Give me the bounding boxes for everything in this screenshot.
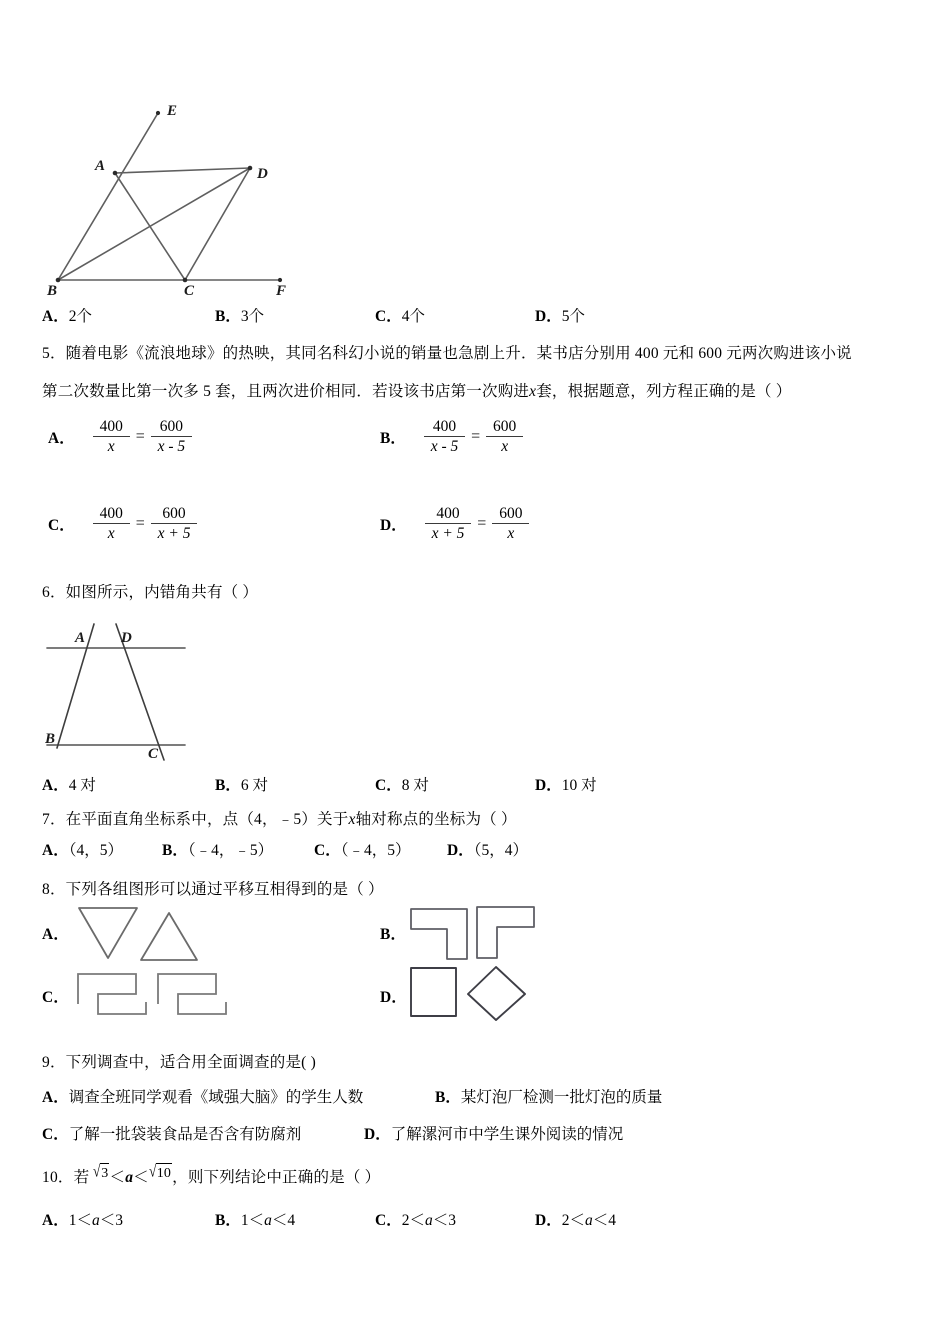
q10-option-a-pre: 1＜ xyxy=(68,1212,92,1229)
q10-option-a-post: ＜3 xyxy=(99,1212,123,1229)
q10-option-a[interactable] xyxy=(42,1210,123,1232)
q10-stem xyxy=(42,1163,381,1190)
q7-stem-text-pre: 在平面直角坐标系中，点（4，﹣5）关于 xyxy=(65,811,349,828)
q4-option-a[interactable] xyxy=(42,306,92,328)
q5-a-den1: x xyxy=(107,438,115,456)
q10-option-c-var: a xyxy=(424,1212,433,1229)
figure2-label-B: B xyxy=(45,731,56,747)
q5-d-den2: x xyxy=(507,525,515,543)
q9-option-c[interactable] xyxy=(42,1124,301,1146)
q7-option-a-text: （4，5） xyxy=(68,842,123,859)
figure2-label-D: D xyxy=(121,630,132,646)
q5-option-c-fraction-right xyxy=(151,505,198,543)
figure1-label-F: F xyxy=(276,283,287,299)
q5-number: 5． xyxy=(42,345,66,362)
q7-option-d-text: （5，4） xyxy=(473,842,528,859)
figure-parallelogram-with-rays xyxy=(45,95,305,300)
q5-a-num1: 400 xyxy=(93,418,130,437)
q10-option-b-var: a xyxy=(264,1212,272,1229)
q5-a-num2: 600 xyxy=(151,418,193,437)
q5-b-den2: x xyxy=(501,438,509,456)
q6-option-c[interactable] xyxy=(375,775,429,797)
q5-a-den2: x - 5 xyxy=(157,438,186,456)
q7-option-c-text: （﹣4，5） xyxy=(340,842,411,859)
q5-b-num1: 400 xyxy=(424,418,466,437)
q10-radical-3: √3 xyxy=(93,1164,109,1185)
q7-option-a-label: A． xyxy=(42,842,69,859)
q5-b-den1: x - 5 xyxy=(430,438,459,456)
q6-option-b-text: 6 对 xyxy=(240,777,268,794)
q10-option-d-pre: 2＜ xyxy=(561,1212,585,1229)
q10-lt-1: ＜ xyxy=(109,1169,126,1186)
q6-options-row xyxy=(42,775,920,797)
q5-option-d-fraction-left xyxy=(425,505,472,543)
q5-stem-line1 xyxy=(42,344,852,364)
q6-option-b-label: B． xyxy=(215,777,241,794)
q9-option-b-label: B． xyxy=(435,1089,461,1106)
q5-stem-line2 xyxy=(42,382,791,402)
q8-option-c-label[interactable]: C． xyxy=(42,989,70,1006)
q4-option-c-label: C． xyxy=(375,308,402,325)
q8-figure-two-L-shapes xyxy=(408,903,538,965)
q10-option-b-pre: 1＜ xyxy=(240,1212,265,1229)
q7-option-c[interactable] xyxy=(314,840,410,862)
figure2-label-C: C xyxy=(148,746,159,762)
q10-option-b[interactable] xyxy=(215,1210,295,1232)
q10-prefix: 若 xyxy=(73,1169,90,1186)
q5-stem-text2-end: 套，根据题意，列方程正确的是（ ） xyxy=(536,383,792,400)
q5-a-equals: = xyxy=(135,427,145,445)
q5-option-b-fraction-left xyxy=(424,418,466,456)
q5-option-b-fraction-right xyxy=(486,418,523,456)
q5-variable: x xyxy=(529,383,537,400)
q5-option-b[interactable] xyxy=(380,418,523,456)
q4-option-d-label: D． xyxy=(535,308,562,325)
q9-option-d[interactable] xyxy=(364,1124,623,1146)
q5-option-d[interactable] xyxy=(380,505,529,543)
q10-option-c-label: C． xyxy=(375,1212,402,1229)
q10-radical-10: √10 xyxy=(149,1164,172,1185)
q5-option-a-fraction-left xyxy=(93,418,130,456)
q9-stem-text: 下列调查中，适合用全面调查的是( ) xyxy=(65,1054,316,1071)
q4-option-a-text: 2个 xyxy=(68,308,92,325)
q4-option-b-label: B． xyxy=(215,308,241,325)
q5-option-a-label: A． xyxy=(48,429,75,447)
q10-option-d[interactable] xyxy=(535,1210,616,1232)
q10-option-c[interactable] xyxy=(375,1210,456,1232)
q8-figure-two-triangles xyxy=(75,903,200,965)
q9-option-a-text: 调查全班同学观看《域强大脑》的学生人数 xyxy=(68,1089,364,1106)
q9-option-b[interactable] xyxy=(435,1087,662,1109)
q7-option-d-label: D． xyxy=(447,842,474,859)
q9-option-d-label: D． xyxy=(364,1126,391,1143)
q6-option-b[interactable] xyxy=(215,775,268,797)
q5-option-c-fraction-left xyxy=(93,505,130,543)
q10-radicand-2: 10 xyxy=(156,1163,172,1184)
q5-stem-text2: 第二次数量比第一次多 5 套，且两次进价相同．若设该书店第一次购进 xyxy=(42,383,530,400)
q10-option-c-pre: 2＜ xyxy=(401,1212,425,1229)
q7-option-b-text: （﹣4，﹣5） xyxy=(187,842,274,859)
q10-option-b-post: ＜4 xyxy=(271,1212,296,1229)
q10-number: 10． xyxy=(42,1169,74,1186)
q6-option-c-text: 8 对 xyxy=(401,777,429,794)
q4-option-a-label: A． xyxy=(42,308,69,325)
q10-variable: a xyxy=(125,1169,134,1186)
q7-options-row xyxy=(42,840,920,862)
q10-suffix: ，则下列结论中正确的是（ ） xyxy=(172,1169,381,1186)
q5-c-den1: x xyxy=(107,525,115,543)
q4-option-c-text: 4个 xyxy=(401,308,425,325)
q5-option-c[interactable] xyxy=(48,505,197,543)
q5-d-num2: 600 xyxy=(492,505,529,524)
q5-c-equals: = xyxy=(135,514,145,532)
q4-option-b[interactable] xyxy=(215,306,264,328)
q9-options-row-2 xyxy=(42,1124,920,1146)
q7-variable: x xyxy=(348,811,356,828)
q5-option-d-fraction-right xyxy=(492,505,529,543)
q6-option-c-label: C． xyxy=(375,777,402,794)
q8-stem-text: 下列各组图形可以通过平移互相得到的是（ ） xyxy=(65,881,384,898)
figure1-label-A: A xyxy=(95,158,106,174)
q5-d-den1: x + 5 xyxy=(431,525,465,543)
q9-option-b-text: 某灯泡厂检测一批灯泡的质量 xyxy=(460,1089,663,1106)
q5-option-b-label: B． xyxy=(380,429,406,447)
q5-option-a-fraction-right xyxy=(151,418,193,456)
q10-lt-2: ＜ xyxy=(133,1169,149,1186)
q5-option-a[interactable] xyxy=(48,418,192,456)
q8-option-a-label[interactable]: A． xyxy=(42,926,70,943)
q9-options-row-1 xyxy=(42,1087,920,1109)
q6-option-d-label: D． xyxy=(535,777,562,794)
q6-number: 6． xyxy=(42,584,66,601)
q10-option-b-label: B． xyxy=(215,1212,241,1229)
q4-option-b-text: 3个 xyxy=(240,308,265,325)
q6-option-a-label: A． xyxy=(42,777,69,794)
q7-stem xyxy=(42,810,517,830)
q7-option-a[interactable] xyxy=(42,840,123,862)
q7-option-b-label: B． xyxy=(162,842,188,859)
q9-option-a-label: A． xyxy=(42,1089,69,1106)
figure1-label-C: C xyxy=(184,283,195,299)
q9-option-c-label: C． xyxy=(42,1126,69,1143)
q5-option-d-label: D． xyxy=(380,516,407,534)
q10-options-row xyxy=(42,1210,920,1232)
q5-d-num1: 400 xyxy=(425,505,472,524)
q5-d-equals: = xyxy=(477,514,487,532)
q7-stem-text-post: 轴对称点的坐标为（ ） xyxy=(355,811,517,828)
q9-option-a[interactable] xyxy=(42,1087,363,1109)
q6-option-d[interactable] xyxy=(535,775,597,797)
q5-b-num2: 600 xyxy=(486,418,523,437)
q5-stem-text1: 随着电影《流浪地球》的热映，其同名科幻小说的销量也急剧上升．某书店分别用 400 元和 600 元两次购进该小说 xyxy=(65,345,852,362)
q4-option-d[interactable] xyxy=(535,306,585,328)
q8-figure-two-spirals xyxy=(74,968,234,1024)
q10-option-a-label: A． xyxy=(42,1212,69,1229)
figure1-label-D: D xyxy=(257,166,268,182)
q6-option-d-text: 10 对 xyxy=(561,777,597,794)
q9-option-c-text: 了解一批袋装食品是否含有防腐剂 xyxy=(68,1126,302,1143)
q8-option-d-label[interactable]: D． xyxy=(380,989,408,1006)
q6-stem xyxy=(42,583,258,603)
q8-number: 8． xyxy=(42,881,66,898)
q7-number: 7． xyxy=(42,811,66,828)
q5-option-c-label: C． xyxy=(48,516,75,534)
q5-c-num2: 600 xyxy=(151,505,198,524)
q10-option-d-post: ＜4 xyxy=(592,1212,616,1229)
q8-stem xyxy=(42,880,384,900)
q9-stem xyxy=(42,1053,316,1073)
q4-option-d-text: 5个 xyxy=(561,308,585,325)
q5-b-equals: = xyxy=(471,427,481,445)
q9-number: 9． xyxy=(42,1054,66,1071)
q10-option-d-label: D． xyxy=(535,1212,562,1229)
q7-option-b[interactable] xyxy=(162,840,273,862)
q10-option-c-post: ＜3 xyxy=(432,1212,456,1229)
q8-figure-square-and-diamond xyxy=(408,962,528,1024)
q7-option-c-label: C． xyxy=(314,842,341,859)
q5-c-den2: x + 5 xyxy=(157,525,191,543)
q9-option-d-text: 了解漯河市中学生课外阅读的情况 xyxy=(390,1126,624,1143)
q10-option-a-var: a xyxy=(91,1212,100,1229)
q8-option-b-label[interactable]: B． xyxy=(380,926,407,943)
figure1-label-B: B xyxy=(47,283,58,299)
figure2-label-A: A xyxy=(75,630,86,646)
q10-radicand-1: 3 xyxy=(100,1163,109,1184)
q6-option-a-text: 4 对 xyxy=(68,777,96,794)
q4-option-c[interactable] xyxy=(375,306,425,328)
q4-options-row xyxy=(42,306,920,328)
q10-option-d-var: a xyxy=(584,1212,593,1229)
q6-stem-text: 如图所示，内错角共有（ ） xyxy=(65,584,259,601)
figure-two-parallel-lines-transversals xyxy=(45,612,205,762)
q7-option-d[interactable] xyxy=(447,840,528,862)
figure1-label-E: E xyxy=(167,103,178,119)
q5-c-num1: 400 xyxy=(93,505,130,524)
q6-option-a[interactable] xyxy=(42,775,96,797)
